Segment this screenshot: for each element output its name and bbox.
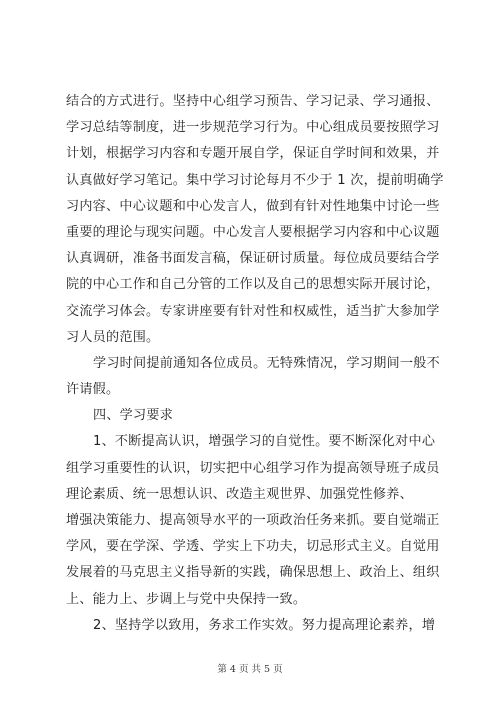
paragraph-start-line: 2、坚持学以致用，务求工作实效。努力提高理论素养，增 <box>93 617 436 633</box>
text-line: 认真调研，准备书面发言稿，保证研讨质量。每位成员要结合学 <box>66 251 440 267</box>
text-line: 发展着的马克思主义指导新的实践，确保思想上、政治上、组织 <box>66 565 440 581</box>
text-line: 许请假。 <box>66 382 120 398</box>
text-line: 认真做好学习笔记。集中学习讨论每月不少于 1 次，提前明确学 <box>66 172 444 188</box>
paragraph-start-line: 1、不断提高认识，增强学习的自觉性。要不断深化对中心 <box>93 434 436 450</box>
text-line: 理论素质、统一思想认识、改造主观世界、加强党性修养、 <box>66 486 413 502</box>
paragraph-start-line: 学习时间提前通知各位成员。无特殊情况，学习期间一般不 <box>93 355 440 371</box>
text-line: 学风，要在学深、学透、学实上下功夫，切忌形式主义。自觉用 <box>66 539 440 555</box>
document-body <box>66 89 444 639</box>
text-line: 交流学习体会。专家讲座要有针对性和权威性，适当扩大参加学 <box>66 303 440 319</box>
text-line: 上、能力上、步调上与党中央保持一致。 <box>66 591 307 607</box>
text-line: 计划，根据学习内容和专题开展自学，保证自学时间和效果，并 <box>66 146 440 162</box>
text-line: 院的中心工作和自己分管的工作以及自己的思想实际开展讨论， <box>66 277 440 293</box>
page-footer: 第 4 页 共 5 页 <box>217 664 283 675</box>
text-line: 习人员的范围。 <box>66 329 160 345</box>
text-line: 重要的理论与现实问题。中心发言人要根据学习内容和中心议题 <box>66 224 440 240</box>
text-line: 习内容、中心议题和中心发言人，做到有针对性地集中讨论一些 <box>66 198 440 214</box>
section-heading: 四、学习要求 <box>93 408 174 424</box>
text-line: 增强决策能力、提高领导水平的一项政治任务来抓。要自觉端正 <box>66 513 440 528</box>
text-line: 结合的方式进行。坚持中心组学习预告、学习记录、学习通报、 <box>66 94 440 109</box>
text-line: 组学习重要性的认识，切实把中心组学习作为提高领导班子成员 <box>66 460 440 476</box>
text-line: 学习总结等制度，进一步规范学习行为。中心组成员要按照学习 <box>66 120 440 136</box>
